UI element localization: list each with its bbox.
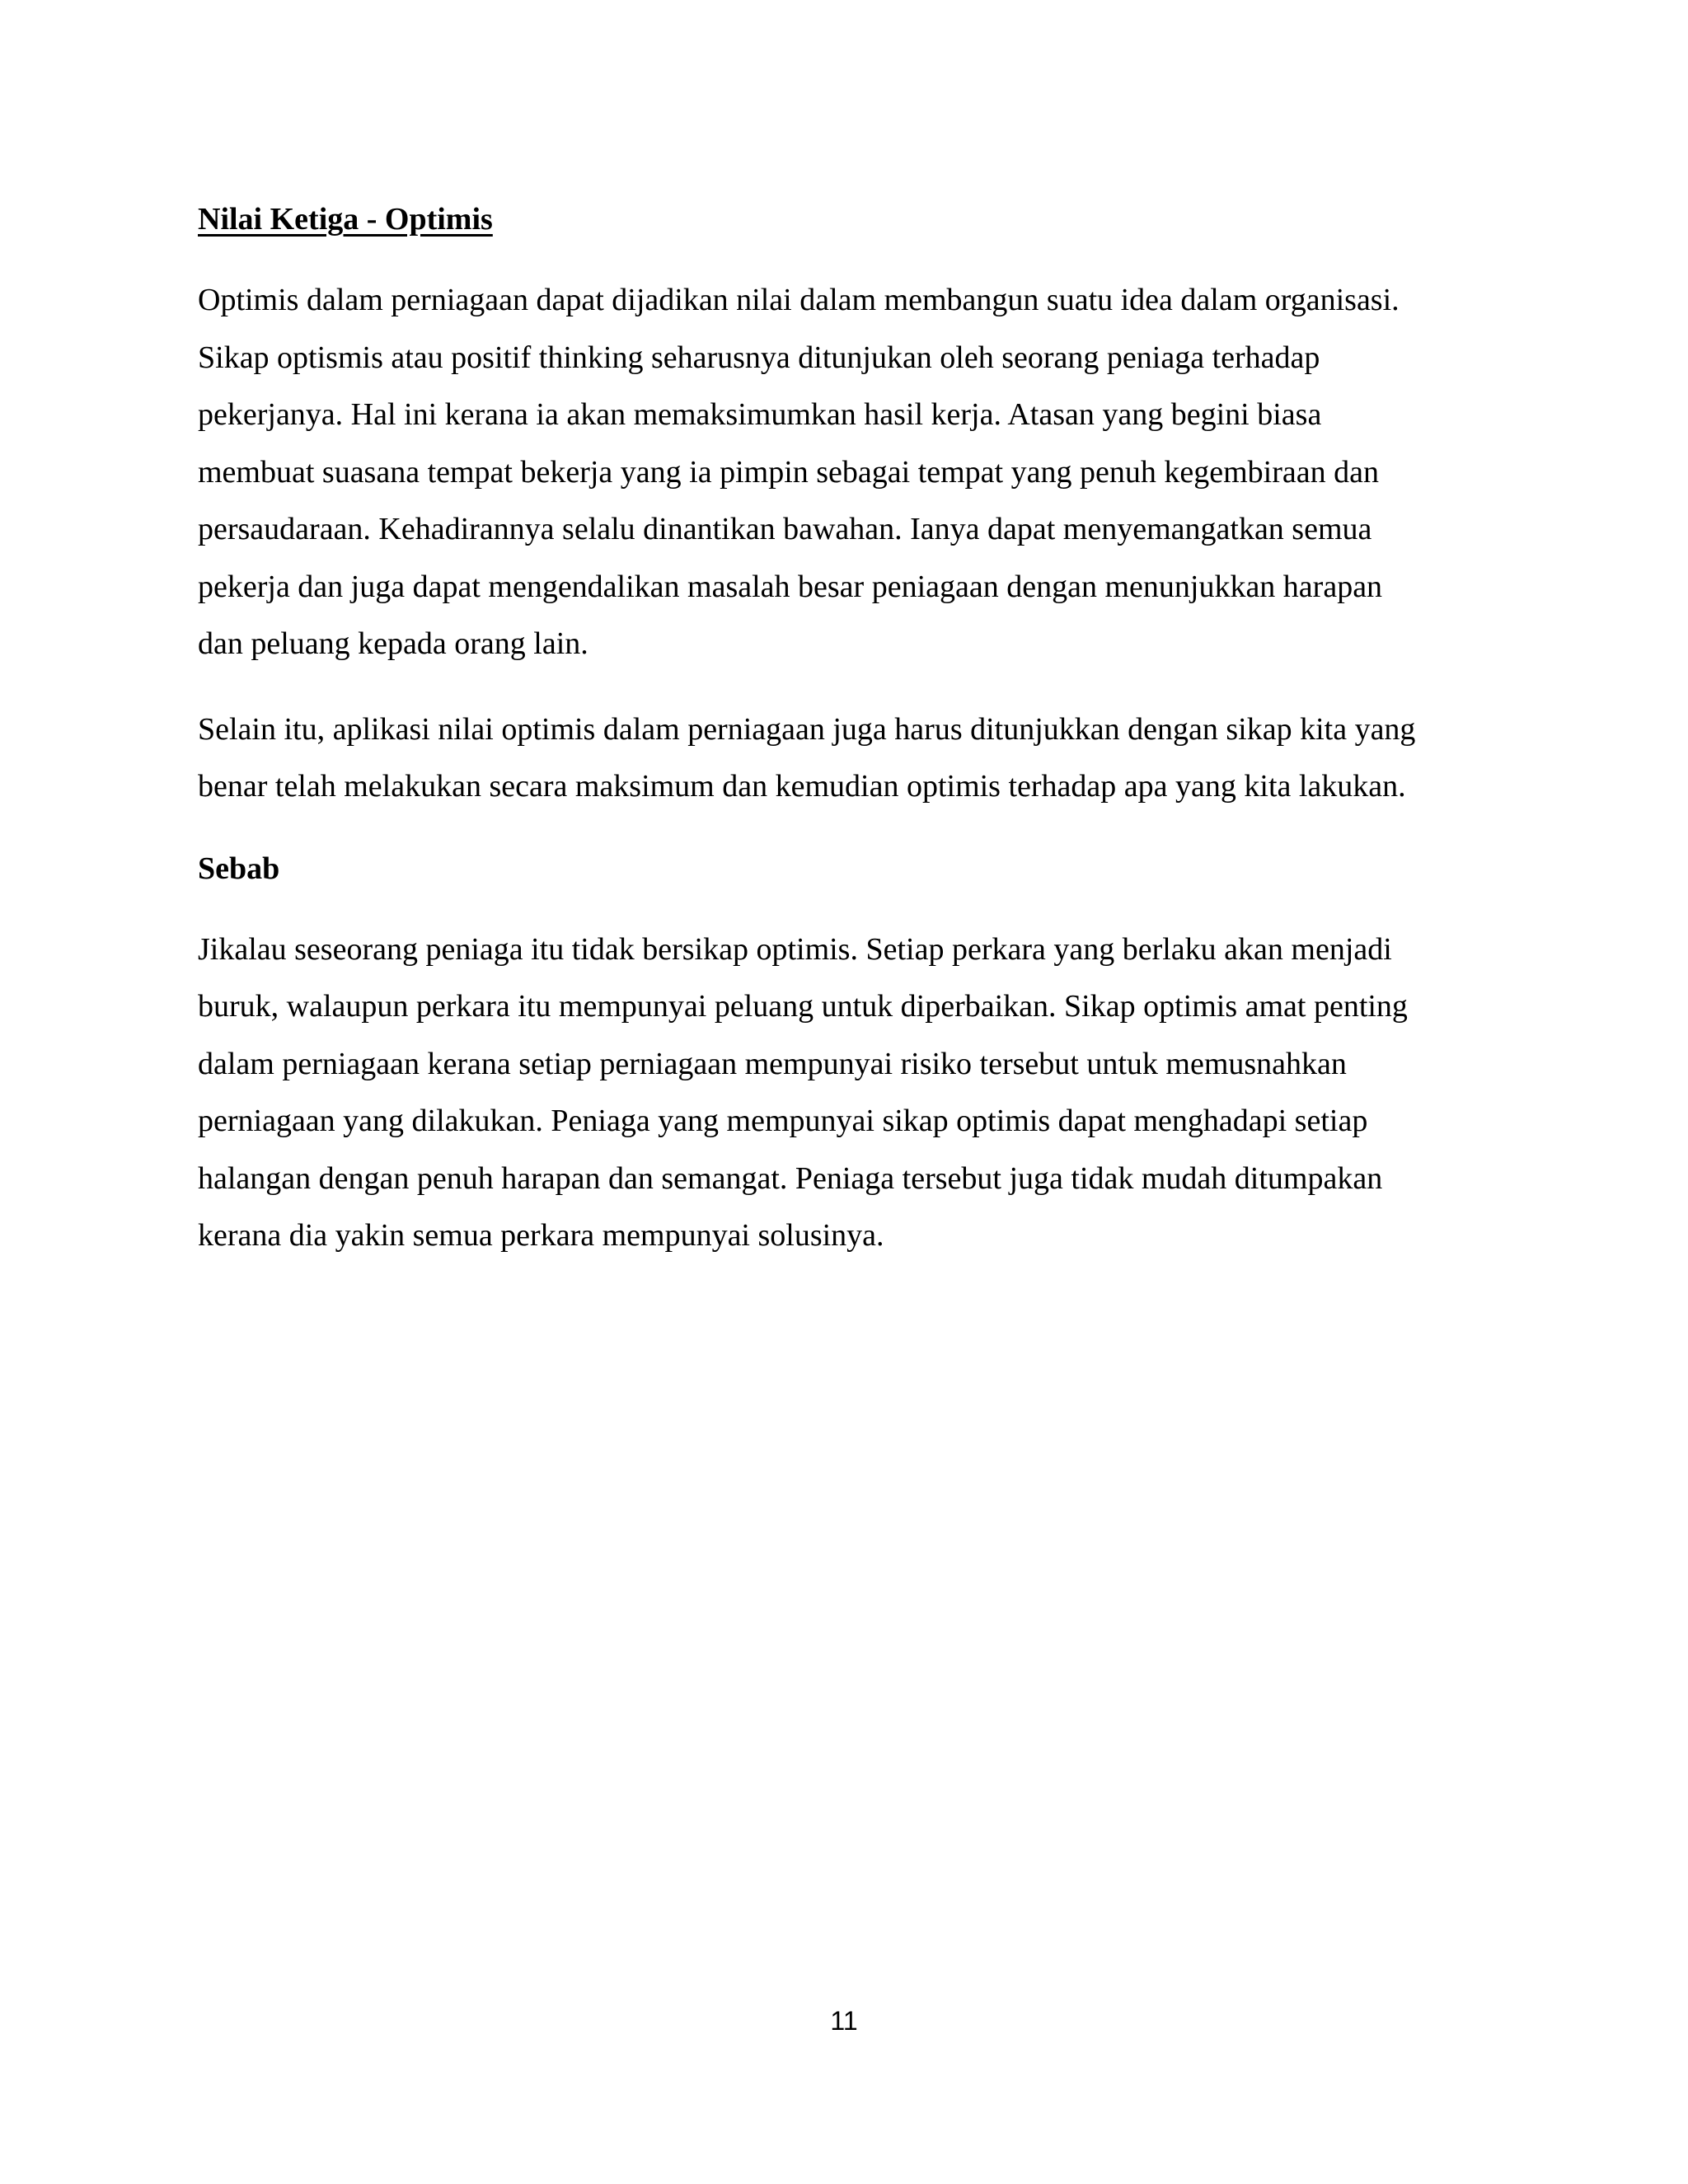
page-content [198, 194, 1550, 1293]
section-title: Nilai Ketiga - Optimis [198, 202, 493, 237]
paragraph-line: dalam perniagaan kerana setiap perniagaan mempunyai risiko tersebut untuk memusnahkan [198, 1046, 1347, 1081]
paragraph-line: Optimis dalam perniagaan dapat dijadikan nilai dalam membangun suatu idea dalam organisasi. [198, 283, 1400, 317]
paragraph-line: halangan dengan penuh harapan dan semangat. Peniaga tersebut juga tidak mudah ditumpakan [198, 1160, 1383, 1196]
paragraph-line: persaudaraan. Kehadirannya selalu dinantikan bawahan. Ianya dapat menyemangatkan semua [198, 512, 1372, 546]
paragraph-optimis-intro [198, 272, 1550, 673]
paragraph-line: kerana dia yakin semua perkara mempunyai solusinya. [198, 1218, 884, 1253]
paragraph-line: buruk, walaupun perkara itu mempunyai peluang untuk diperbaikan. Sikap optimis amat penting [198, 989, 1408, 1024]
paragraph-line: dan peluang kepada orang lain. [198, 626, 588, 661]
paragraph-line: Sikap optismis atau positif thinking seharusnya ditunjukan oleh seorang peniaga terhadap [198, 340, 1320, 375]
paragraph-sebab [198, 921, 1550, 1265]
paragraph-line: membuat suasana tempat bekerja yang ia pimpin sebagai tempat yang penuh kegembiraan dan [198, 454, 1379, 490]
paragraph-line: Selain itu, aplikasi nilai optimis dalam perniagaan juga harus ditunjukkan dengan sikap kita yang [198, 711, 1416, 747]
paragraph-optimis-application [198, 701, 1550, 816]
paragraph-line: perniagaan yang dilakukan. Peniaga yang mempunyai sikap optimis dapat menghadapi setiap [198, 1104, 1368, 1138]
paragraph-line: pekerjanya. Hal ini kerana ia akan memaksimumkan hasil kerja. Atasan yang begini biasa [198, 397, 1322, 432]
paragraph-line: benar telah melakukan secara maksimum dan kemudian optimis terhadap apa yang kita lakukan. [198, 769, 1406, 804]
subheading-sebab: Sebab [198, 851, 280, 886]
paragraph-line: Jikalau seseorang peniaga itu tidak bersikap optimis. Setiap perkara yang berlaku akan menjadi [198, 931, 1392, 967]
page-number: 11 [830, 2006, 858, 2036]
paragraph-line: pekerja dan juga dapat mengendalikan masalah besar peniagaan dengan menunjukkan harapan [198, 569, 1383, 604]
